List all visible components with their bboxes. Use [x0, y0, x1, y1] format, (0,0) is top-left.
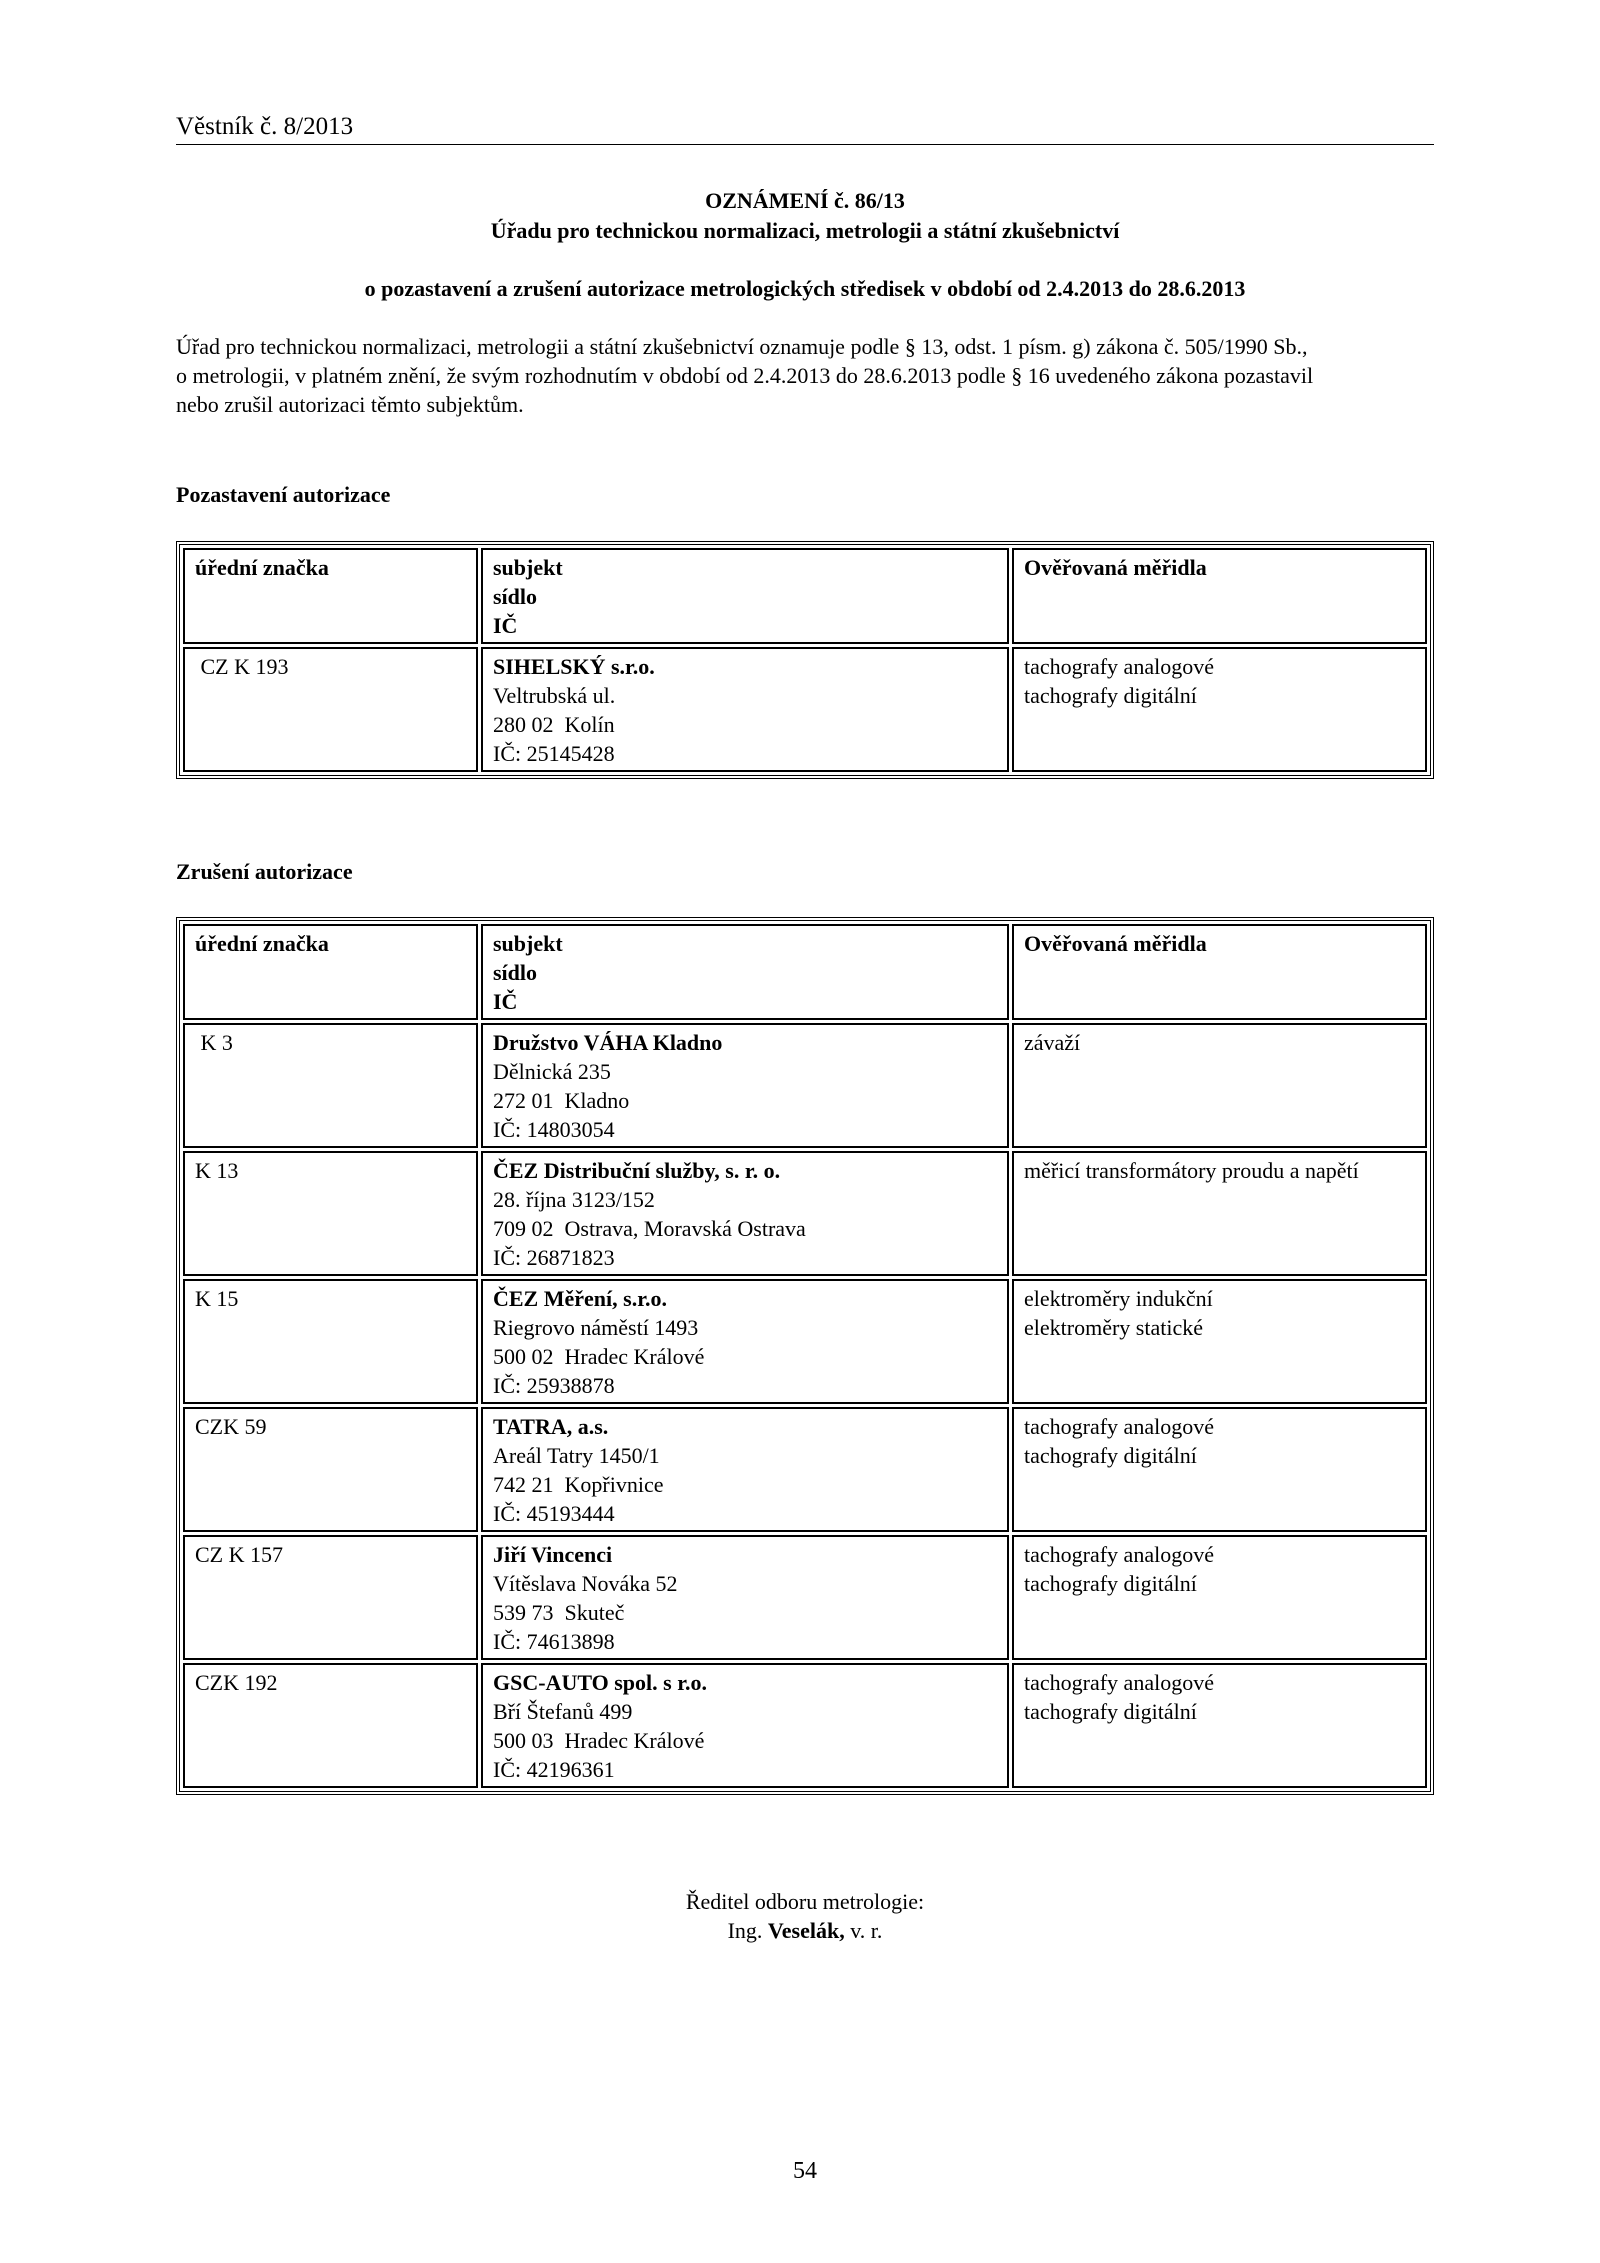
subject-city: 709 02 Ostrava, Moravská Ostrava: [493, 1216, 806, 1241]
revocation-title: Zrušení autorizace: [176, 859, 353, 884]
subject-city: 280 02 Kolín: [493, 712, 615, 737]
subject-street: Dělnická 235: [493, 1059, 611, 1084]
subject-ic: IČ: 45193444: [493, 1501, 615, 1526]
registration-code: CZK 192: [195, 1670, 278, 1695]
table-header-row: [183, 924, 1427, 1020]
instruments-cell: [1012, 1023, 1427, 1148]
code-cell: [183, 1535, 478, 1660]
instrument-item: závaží: [1024, 1030, 1081, 1055]
header-subject-label: IČ: [493, 989, 518, 1014]
subject-name: SIHELSKÝ s.r.o.: [493, 654, 655, 679]
header-code-label: úřední značka: [195, 555, 329, 580]
instrument-item: elektroměry statické: [1024, 1315, 1203, 1340]
table-row: [183, 1407, 1427, 1532]
header-subject-label: sídlo: [493, 584, 538, 609]
instrument-item: tachografy digitální: [1024, 1571, 1197, 1596]
code-cell: [183, 1407, 478, 1532]
instruments-cell: [1012, 1279, 1427, 1404]
signature-suffix: v. r.: [844, 1918, 883, 1943]
header-subject-label: subjekt: [493, 931, 563, 956]
subject-cell: [481, 1279, 1009, 1404]
subject-name: Jiří Vincenci: [493, 1542, 613, 1567]
signature-name: [176, 1916, 1434, 1945]
instrument-item: tachografy digitální: [1024, 1699, 1197, 1724]
header-cell-instruments: [1012, 924, 1427, 1020]
subject-street: Areál Tatry 1450/1: [493, 1443, 660, 1468]
subject-name: TATRA, a.s.: [493, 1414, 609, 1439]
subject-city: 742 21 Kopřivnice: [493, 1472, 664, 1497]
revocation-table: [176, 917, 1434, 1795]
subject-city: 500 03 Hradec Králové: [493, 1728, 705, 1753]
header-cell-instruments: [1012, 548, 1427, 644]
subject-ic: IČ: 14803054: [493, 1117, 615, 1142]
code-cell: [183, 1023, 478, 1148]
code-cell: [183, 1663, 478, 1788]
code-cell: [183, 1151, 478, 1276]
subject-street: Vítěslava Nováka 52: [493, 1571, 678, 1596]
notice-subject: o pozastavení a zrušení autorizace metrologických středisek v období od 2.4.2013 do 28.6.2013: [364, 276, 1246, 301]
instrument-item: tachografy analogové: [1024, 1670, 1214, 1695]
subject-cell: [481, 1535, 1009, 1660]
header-code-label: úřední značka: [195, 931, 329, 956]
subject-city: 539 73 Skuteč: [493, 1600, 625, 1625]
subject-street: Veltrubská ul.: [493, 683, 616, 708]
subject-street: Bří Štefanů 499: [493, 1699, 633, 1724]
registration-code: CZ K 157: [195, 1542, 283, 1567]
instrument-item: měřicí transformátory proudu a napětí: [1024, 1158, 1359, 1183]
intro-line: nebo zrušil autorizaci těmto subjektům.: [176, 392, 524, 417]
header-instruments-label: Ověřovaná měřidla: [1024, 931, 1207, 956]
instruments-cell: [1012, 1151, 1427, 1276]
subject-cell: [481, 1023, 1009, 1148]
notice-office: Úřadu pro technickou normalizaci, metrologii a státní zkušebnictví: [490, 218, 1120, 243]
registration-code: CZK 59: [195, 1414, 267, 1439]
subject-ic: IČ: 25938878: [493, 1373, 615, 1398]
subject-name: Družstvo VÁHA Kladno: [493, 1030, 723, 1055]
signature-surname: Veselák,: [767, 1918, 845, 1943]
header-subject-label: IČ: [493, 613, 518, 638]
subject-ic: IČ: 25145428: [493, 741, 615, 766]
instruments-cell: [1012, 1663, 1427, 1788]
instrument-item: elektroměry indukční: [1024, 1286, 1213, 1311]
instruments-cell: [1012, 647, 1427, 772]
table-row: [183, 647, 1427, 772]
subject-cell: [481, 647, 1009, 772]
suspension-table: [176, 541, 1434, 779]
registration-code: K 15: [195, 1286, 239, 1311]
intro-line: Úřad pro technickou normalizaci, metrologii a státní zkušebnictví oznamuje podle § 13, odst. 1 písm. g) zákona č. 505/1990 Sb.,: [176, 334, 1308, 359]
header-subject-label: sídlo: [493, 960, 538, 985]
subject-ic: IČ: 74613898: [493, 1629, 615, 1654]
instruments-cell: [1012, 1407, 1427, 1532]
header-cell-code: [183, 548, 478, 644]
header-cell-code: [183, 924, 478, 1020]
table-row: [183, 1663, 1427, 1788]
header-subject-label: subjekt: [493, 555, 563, 580]
instrument-item: tachografy analogové: [1024, 1542, 1214, 1567]
code-cell: [183, 1279, 478, 1404]
subject-name: ČEZ Distribuční služby, s. r. o.: [493, 1158, 781, 1183]
signature-block: [176, 1887, 1434, 1945]
subject-cell: [481, 1663, 1009, 1788]
table-row: [183, 1023, 1427, 1148]
journal-header: Věstník č. 8/2013: [176, 112, 1434, 145]
instrument-item: tachografy analogové: [1024, 654, 1214, 679]
registration-code: CZ K 193: [195, 654, 289, 679]
registration-code: K 3: [195, 1030, 233, 1055]
subject-cell: [481, 1407, 1009, 1532]
table-row: [183, 1535, 1427, 1660]
subject-ic: IČ: 26871823: [493, 1245, 615, 1270]
intro-line: o metrologii, v platném znění, že svým rozhodnutím v období od 2.4.2013 do 28.6.2013 podle § 16 uvedeného zákona pozastavil: [176, 363, 1314, 388]
signature-role: Ředitel odboru metrologie:: [685, 1889, 925, 1914]
subject-name: ČEZ Měření, s.r.o.: [493, 1286, 667, 1311]
subject-street: 28. října 3123/152: [493, 1187, 655, 1212]
page-number: 54: [793, 2158, 817, 2184]
header-instruments-label: Ověřovaná měřidla: [1024, 555, 1207, 580]
table-row: [183, 1279, 1427, 1404]
subject-street: Riegrovo náměstí 1493: [493, 1315, 699, 1340]
notice-number: OZNÁMENÍ č. 86/13: [705, 188, 905, 213]
instrument-item: tachografy digitální: [1024, 1443, 1197, 1468]
subject-city: 272 01 Kladno: [493, 1088, 630, 1113]
table-row: [183, 1151, 1427, 1276]
subject-name: GSC-AUTO spol. s r.o.: [493, 1670, 707, 1695]
instrument-item: tachografy digitální: [1024, 683, 1197, 708]
table-header-row: [183, 548, 1427, 644]
intro-paragraph: [176, 332, 1438, 419]
subject-cell: [481, 1151, 1009, 1276]
registration-code: K 13: [195, 1158, 239, 1183]
instruments-cell: [1012, 1535, 1427, 1660]
subject-ic: IČ: 42196361: [493, 1757, 615, 1782]
signature-prefix: Ing.: [727, 1918, 768, 1943]
header-cell-subject: [481, 548, 1009, 644]
code-cell: [183, 647, 478, 772]
subject-city: 500 02 Hradec Králové: [493, 1344, 705, 1369]
header-cell-subject: [481, 924, 1009, 1020]
suspension-title: Pozastavení autorizace: [176, 482, 391, 507]
instrument-item: tachografy analogové: [1024, 1414, 1214, 1439]
